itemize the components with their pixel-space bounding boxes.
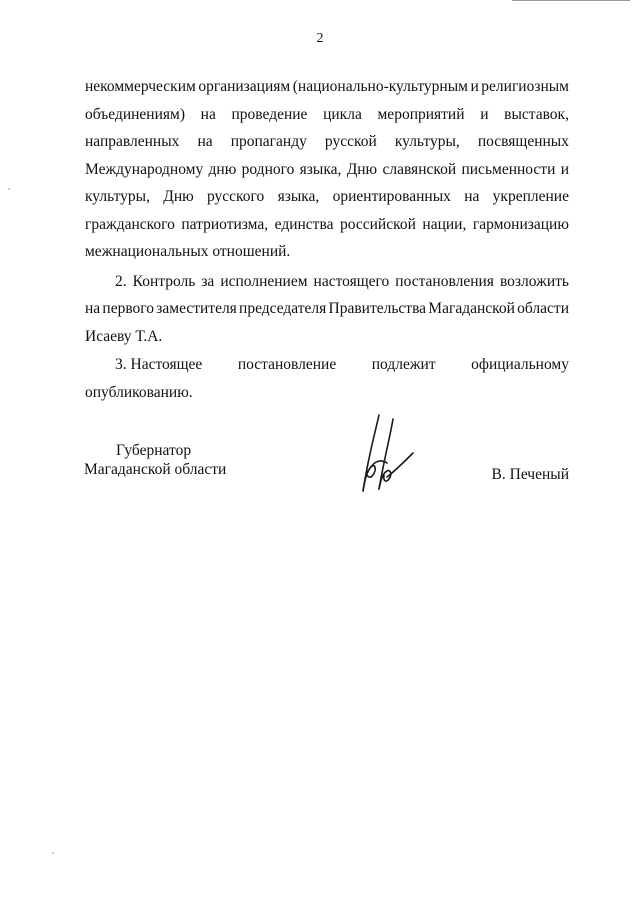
top-edge-rule	[512, 0, 630, 3]
signature-block	[0, 440, 640, 500]
text-line: опубликованию.	[85, 383, 193, 401]
text-line: Исаеву Т.А.	[85, 327, 163, 345]
text-line: культуры, Дню русского языка, ориентированных на укрепление	[85, 188, 569, 205]
page-number: 2	[316, 31, 324, 46]
text-line: гражданского патриотизма, единства российской нации, гармонизацию	[85, 215, 569, 233]
signatory-title-line-1: Губернатор	[116, 442, 192, 459]
text-line: 3. Настоящее постановление подлежит официальному	[115, 356, 569, 373]
signatory-title-line-2: Магаданской области	[84, 461, 227, 478]
text-line: некоммерческим организациям (национально-культурным и религиозным	[85, 78, 569, 95]
handwritten-signature	[357, 413, 415, 493]
paragraph-item-3	[85, 351, 569, 406]
body-text	[85, 73, 569, 406]
text-line: Международному дню родного языка, Дню славянской письменности и	[85, 160, 569, 178]
text-line: направленных на пропаганду русской культуры, посвященных	[85, 133, 569, 150]
margin-speck	[8, 188, 10, 190]
paragraph-continuation	[85, 73, 569, 266]
margin-speck	[52, 852, 54, 854]
text-line: межнациональных отношений.	[85, 243, 291, 260]
paragraph-item-2	[85, 268, 569, 351]
text-line: на первого заместителя председателя Правительства Магаданской области	[85, 300, 569, 317]
text-line: объединениям) на проведение цикла мероприятий и выставок,	[85, 105, 569, 123]
text-line: 2. Контроль за исполнением настоящего постановления возложить	[115, 272, 569, 290]
signatory-name: В. Печеный	[491, 466, 569, 483]
